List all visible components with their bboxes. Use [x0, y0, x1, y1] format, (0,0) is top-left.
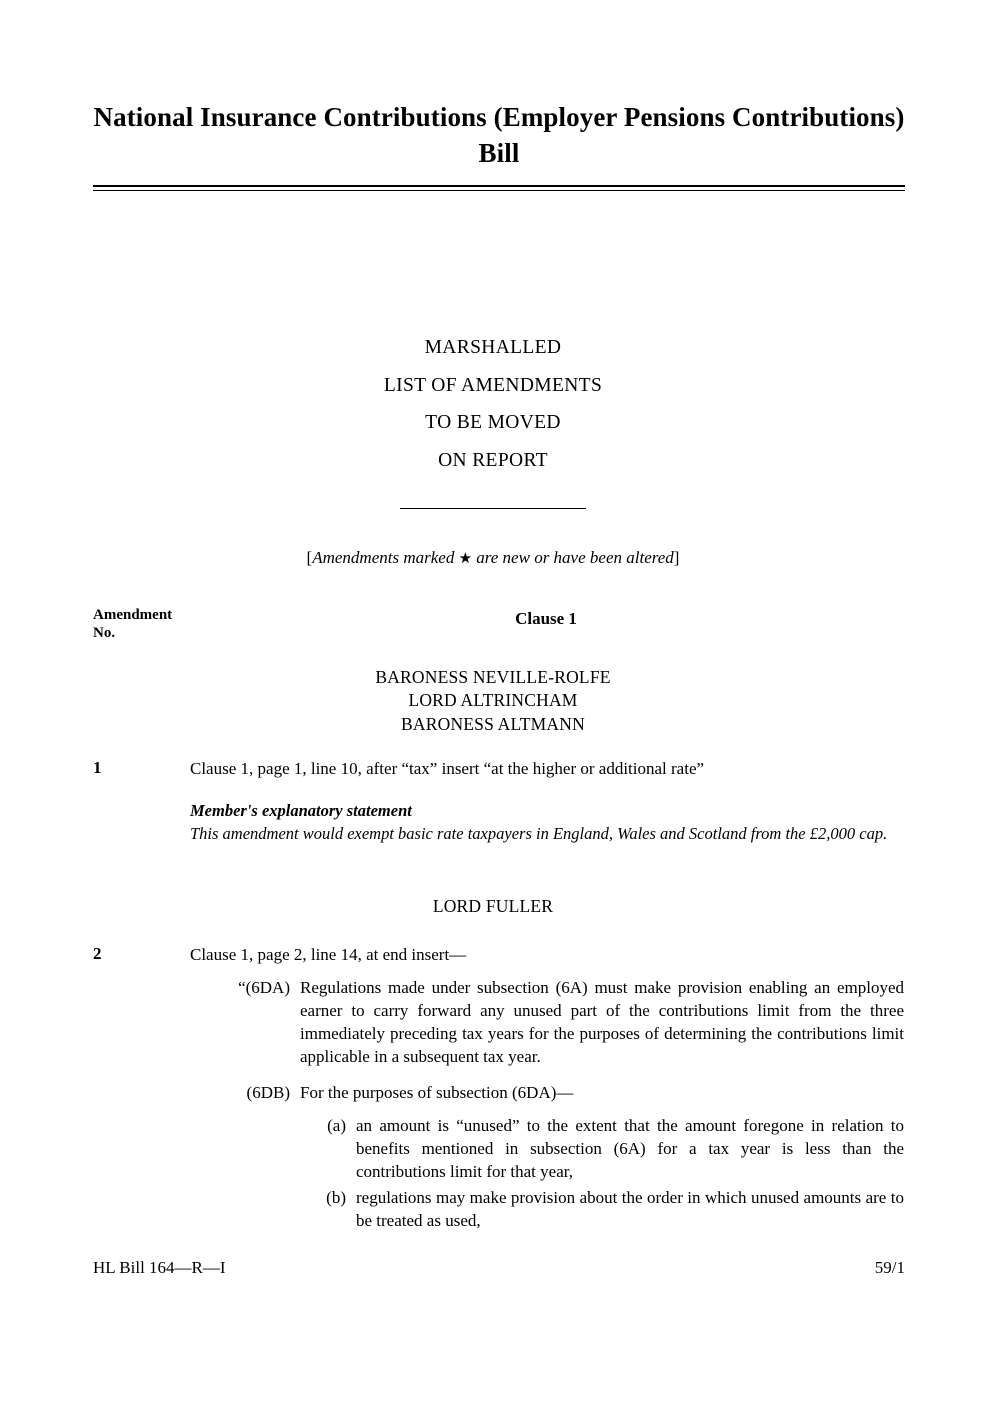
heading-line-list-of-amendments: LIST OF AMENDMENTS — [383, 374, 603, 396]
marked-amendments-note — [93, 548, 893, 568]
amendment-entry-1 — [93, 758, 905, 781]
sponsor-name: BARONESS ALTMANN — [401, 713, 585, 734]
amendment-text: Clause 1, page 2, line 14, at end insert— — [190, 945, 467, 964]
sponsor-list-second — [190, 895, 796, 918]
title-block — [93, 100, 905, 191]
page-footer — [93, 1258, 905, 1278]
subsection-6db — [190, 1082, 904, 1232]
list-item-label: (b) — [326, 1187, 346, 1207]
note-text-before: Amendments marked — [312, 548, 459, 567]
lettered-sub-paragraph-list — [300, 1115, 904, 1232]
explanatory-statement — [190, 800, 906, 844]
sponsor-name: BARONESS NEVILLE-ROLFE — [375, 667, 611, 687]
heading-line-to-be-moved: TO BE MOVED — [425, 412, 561, 433]
subsection-label: (6DB) — [246, 1083, 290, 1103]
explanatory-statement-heading: Member's explanatory statement — [190, 801, 412, 820]
explanatory-statement-text: This amendment would exempt basic rate taxpayers in England, Wales and Scotland from the £2,000 cap. — [190, 823, 888, 843]
page-title: National Insurance Contributions (Employer Pensions Contributions) Bill — [93, 102, 905, 168]
subsection-text: Regulations made under subsection (6A) must make provision enabling an employed earner to carry forward any unused part of the contributions limit from the three immediately preceding tax years for the purposes of determining the contributions limit applicable in a subsequent tax year. — [300, 978, 904, 1066]
sponsor-list-first — [190, 666, 796, 736]
heading-divider-rule — [400, 508, 586, 509]
note-open-bracket: [ — [306, 548, 313, 567]
subsection-text: For the purposes of subsection (6DA)— — [300, 1083, 574, 1103]
note-close-bracket: ] — [673, 548, 680, 567]
star-icon: ★ — [458, 551, 473, 567]
subsection-6da — [190, 977, 904, 1068]
sponsor-name: LORD FULLER — [432, 896, 554, 916]
list-item-label: (a) — [327, 1116, 346, 1136]
list-item — [300, 1187, 904, 1233]
amendment-no-label-line2: No. — [93, 625, 116, 642]
list-item-text: an amount is “unused” to the extent that the amount foregone in relation to benefits mentioned in subsection (6A) for a tax year is less than the contributions limit for that year, — [356, 1116, 904, 1182]
bill-reference: HL Bill 164—R—I — [93, 1258, 226, 1277]
subsection-label: “(6DA) — [238, 978, 290, 997]
note-text-after: are new or have been altered — [472, 548, 674, 567]
inserted-statutory-text — [190, 977, 904, 1236]
heading-line-on-report: ON REPORT — [438, 449, 548, 471]
list-item — [300, 1115, 904, 1184]
marshalled-list-heading — [93, 338, 893, 470]
heading-line-marshalled: MARSHALLED — [424, 337, 562, 358]
sponsor-name: LORD ALTRINCHAM — [408, 690, 578, 711]
title-double-rule — [93, 185, 905, 191]
amendment-number: 1 — [93, 758, 102, 777]
amendment-no-label-line1: Amendment — [93, 607, 173, 623]
amendment-entry-2 — [93, 944, 905, 967]
clause-heading: Clause 1 — [515, 609, 577, 628]
amendment-number: 2 — [93, 944, 102, 963]
page-reference: 59/1 — [874, 1258, 905, 1277]
list-item-text: regulations may make provision about the order in which unused amounts are to be treated as used, — [356, 1187, 904, 1230]
amendment-text: Clause 1, page 1, line 10, after “tax” insert “at the higher or additional rate” — [190, 759, 705, 778]
